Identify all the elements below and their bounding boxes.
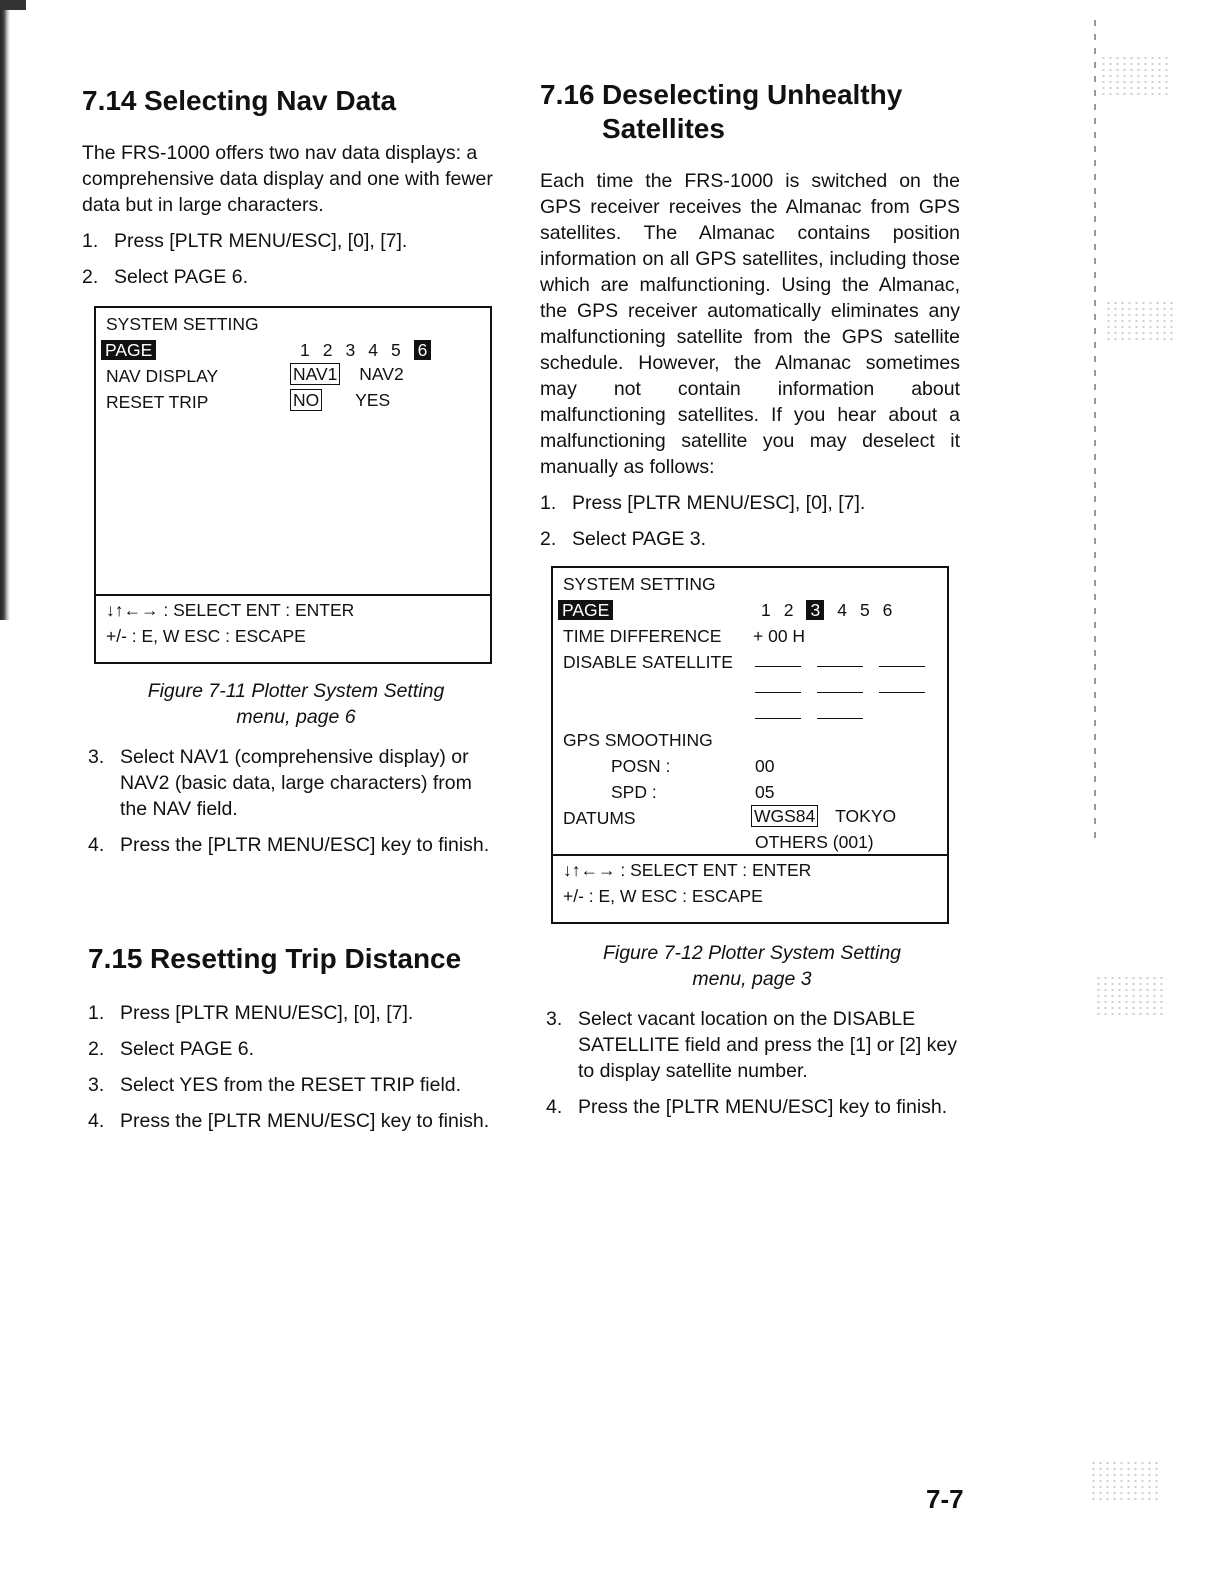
section-7-16-intro: Each time the FRS-1000 is switched on the GPS receiver receives the Almanac from GPS satellites. The Almanac contains position information on all GPS satellites, including those which are malfunctioning. Using the Almanac, the GPS receiver automatically eliminates any malfunctioning satellite from the GPS satellite schedule. However, the Almanac sometimes may not contain information about malfunctioning satellites. If you hear about a malfunctioning satellite you may deselect it manually as follows:	[540, 170, 960, 478]
section-7-15-heading: 7.15 Resetting Trip Distance	[88, 943, 462, 974]
figure-7-11-caption: Figure 7-11 Plotter System Setting menu, page 6	[147, 680, 445, 728]
system-setting-menu-page-6	[94, 306, 492, 664]
menu-divider	[553, 854, 947, 856]
step-item: 2. Select PAGE 6.	[88, 1038, 255, 1060]
page-option[interactable]: 2	[783, 600, 794, 620]
page-option[interactable]: 2	[322, 340, 333, 360]
satellite-slot[interactable]	[755, 692, 801, 693]
step-item: 4. Press the [PLTR MENU/ESC] key to finish.	[546, 1096, 948, 1118]
reset-trip-options	[290, 390, 390, 411]
disable-satellite-label: DISABLE SATELLITE	[563, 652, 733, 672]
step-item: 1. Press [PLTR MENU/ESC], [0], [7].	[88, 1002, 414, 1024]
section-7-16-heading: 7.16 Deselecting Unhealthy Satellites	[540, 79, 903, 144]
figure-7-12-caption: Figure 7-12 Plotter System Setting menu, page 3	[602, 942, 902, 990]
satellite-slot[interactable]	[817, 692, 863, 693]
satellite-slot[interactable]	[755, 718, 801, 719]
reset-trip-label: RESET TRIP	[106, 392, 209, 412]
step-item: 3. Select YES from the RESET TRIP field.	[88, 1074, 462, 1096]
datum-others-option[interactable]: OTHERS (001)	[755, 832, 874, 852]
section-7-14-intro: The FRS-1000 offers two nav data displays: a comprehensive data display and one with fewer data but in large characters.	[82, 142, 493, 216]
datum-wgs84-option[interactable]: WGS84	[751, 805, 818, 827]
posn-value[interactable]: 00	[755, 756, 775, 776]
right-column	[540, 78, 960, 552]
step-item: 1. Press [PLTR MENU/ESC], [0], [7].	[82, 230, 408, 252]
system-setting-menu-page-3	[551, 566, 949, 924]
page-option[interactable]: 6	[882, 600, 893, 620]
time-difference-value[interactable]: + 00 H	[753, 626, 806, 646]
menu-footer-line2: +/- : E, W ESC : ESCAPE	[106, 626, 306, 646]
datum-tokyo-option[interactable]: TOKYO	[835, 806, 897, 826]
page-option[interactable]: 4	[837, 600, 847, 620]
nav-display-options	[290, 364, 404, 385]
page-label: PAGE	[101, 340, 156, 361]
menu-footer-line1: ↓↑←→ : SELECT ENT : ENTER	[563, 860, 812, 880]
page-option[interactable]: 5	[859, 600, 870, 620]
satellite-slot[interactable]	[817, 718, 863, 719]
scan-noise	[1105, 300, 1175, 340]
menu-footer-line1: ↓↑←→ : SELECT ENT : ENTER	[106, 600, 355, 620]
left-column	[82, 84, 502, 290]
scan-noise	[1095, 975, 1165, 1015]
satellite-slot[interactable]	[879, 692, 925, 693]
posn-label: POSN :	[611, 756, 671, 776]
scan-noise	[1100, 55, 1170, 95]
scan-edge	[0, 0, 10, 620]
section-7-14-steps-continued	[88, 744, 502, 858]
section-number: 7.14	[82, 85, 137, 116]
satellite-slot[interactable]	[755, 666, 801, 667]
page-option-selected[interactable]: 3	[806, 600, 824, 620]
menu-footer-line2: +/- : E, W ESC : ESCAPE	[563, 886, 763, 906]
page-option[interactable]: 1	[300, 340, 310, 360]
page-selector	[761, 600, 892, 621]
datums-label: DATUMS	[563, 808, 636, 828]
nav2-option[interactable]: NAV2	[359, 364, 404, 384]
satellite-slot[interactable]	[817, 666, 863, 667]
nav-display-label: NAV DISPLAY	[106, 366, 219, 386]
scan-noise	[1090, 1460, 1160, 1500]
scan-margin-line	[1094, 20, 1096, 840]
page-option[interactable]: 1	[761, 600, 771, 620]
page-option[interactable]: 3	[345, 340, 356, 360]
step-item: 2. Select PAGE 3.	[540, 528, 707, 550]
page-label: PAGE	[558, 600, 613, 621]
nav1-option[interactable]: NAV1	[290, 363, 340, 385]
section-7-15	[88, 942, 508, 1134]
no-option[interactable]: NO	[290, 389, 322, 411]
spd-label: SPD :	[611, 782, 657, 802]
gps-smoothing-label: GPS SMOOTHING	[563, 730, 713, 750]
step-item: 3. Select vacant location on the DISABLE SATELLITE field and press the [1] or [2] key to display satellite number.	[546, 1008, 957, 1082]
page-option[interactable]: 4	[368, 340, 378, 360]
menu-title: SYSTEM SETTING	[563, 574, 716, 594]
time-difference-label: TIME DIFFERENCE	[563, 626, 722, 646]
section-title: Selecting Nav Data	[144, 85, 397, 116]
page-option[interactable]: 5	[390, 340, 401, 360]
step-item: 1. Press [PLTR MENU/ESC], [0], [7].	[540, 492, 866, 514]
step-item: 2. Select PAGE 6.	[82, 266, 249, 288]
menu-divider	[96, 594, 490, 596]
satellite-slot[interactable]	[879, 666, 925, 667]
page-number: 7-7	[926, 1484, 964, 1514]
step-item: 4. Press the [PLTR MENU/ESC] key to finish.	[88, 1110, 490, 1132]
section-7-16-steps-continued	[546, 1006, 960, 1120]
page-selector	[300, 340, 431, 361]
step-item: 3. Select NAV1 (comprehensive display) or NAV2 (basic data, large characters) from the NAV field.	[88, 746, 472, 820]
section-7-14-heading	[82, 84, 502, 118]
yes-option[interactable]: YES	[355, 390, 391, 410]
datum-options	[751, 806, 896, 827]
step-item: 4. Press the [PLTR MENU/ESC] key to finish.	[88, 834, 490, 856]
page-option-selected[interactable]: 6	[414, 340, 432, 360]
spd-value[interactable]: 05	[755, 782, 775, 802]
scan-edge-top	[0, 0, 26, 10]
menu-title: SYSTEM SETTING	[106, 314, 259, 334]
